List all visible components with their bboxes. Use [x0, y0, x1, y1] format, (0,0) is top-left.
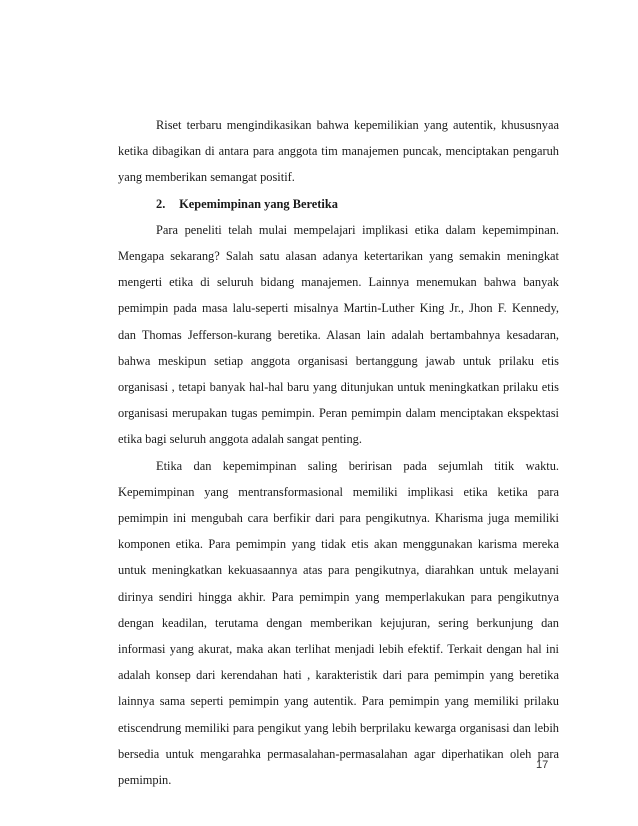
section-heading	[118, 191, 559, 217]
page-body	[118, 112, 559, 793]
paragraph-ethics-leadership: Etika dan kepemimpinan saling beririsan pada sejumlah titik waktu. Kepemimpinan yang mentransformasional memiliki implikasi etika ketika para pemimpin ini mengubah cara berfikir dari para pengikutnya. Kharisma juga memiliki komponen etika. Para pemimpin yang tidak etis akan menggunakan karisma mereka untuk meningkatkan kekuasaannya atas para pengikutnya, diarahkan untuk melayani dirinya sendiri hingga akhir. Para pemimpin yang memperlakukan para pengikutnya dengan keadilan, terutama dengan memberikan kejujuran, sering berkunjung dan informasi yang akurat, maka akan terlihat menjadi lebih efektif. Terkait dengan hal ini adalah konsep dari kerendahan hati , karakteristik dari para pemimpin yang beretika lainnya sama seperti pemimpin yang autentik. Para pemimpin yang memiliki prilaku etiscendrung memiliki para pengikut yang lebih berprilaku kewarga organisasi dan lebih bersedia untuk mengarahka permasalahan-permasalahan agar diperhatikan oleh para pemimpin.	[118, 458, 559, 788]
section-number: 2.	[156, 196, 166, 211]
paragraph-intro: Riset terbaru mengindikasikan bahwa kepemilikian yang autentik, khususnyaa ketika dibagikan di antara para anggota tim manajemen puncak, menciptakan pengaruh yang memberikan semangat positif.	[118, 118, 559, 185]
section-title: Kepemimpinan yang Beretika	[179, 196, 338, 211]
page-number: 17	[536, 759, 549, 771]
paragraph-ethics-study: Para peneliti telah mulai mempelajari implikasi etika dalam kepemimpinan. Mengapa sekarang? Salah satu alasan adanya ketertarikan yang semakin meningkat mengerti etika di seluruh bidang manajemen. Lainnya menemukan bahwa banyak pemimpin pada masa lalu-seperti misalnya Martin-Luther King Jr., Jhon F. Kennedy, dan Thomas Jefferson-kurang beretika. Alasan lain adalah bertambahnya kesadaran, bahwa meskipun setiap anggota organisasi bertanggung jawab untuk prilaku etis organisasi , tetapi banyak hal-hal baru yang ditunjukan untuk meningkatkan prilaku etis organisasi merupakan tugas pemimpin. Peran pemimpin dalam menciptakan ekspektasi etika bagi seluruh anggota adalah sangat penting.	[118, 222, 559, 447]
